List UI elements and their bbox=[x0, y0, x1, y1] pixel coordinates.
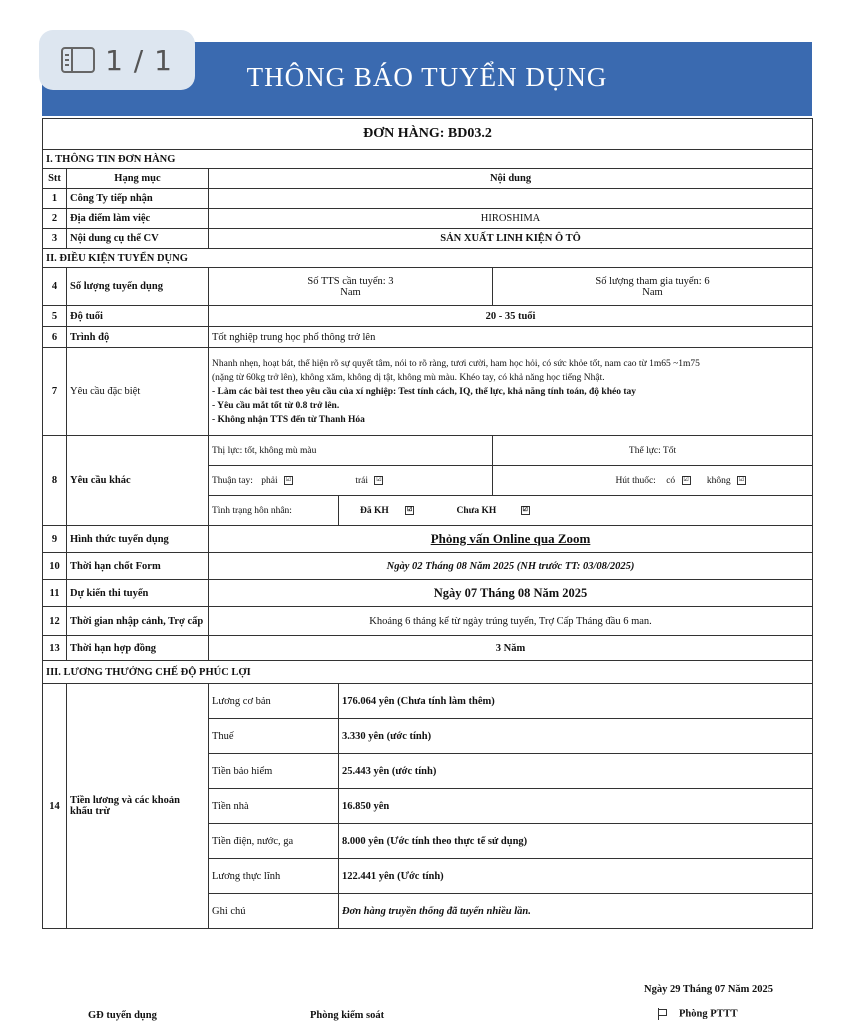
table-row bbox=[43, 684, 813, 719]
salary-item-value: 16.850 yên bbox=[339, 789, 813, 824]
smoke-no-label: không bbox=[706, 475, 731, 486]
physical-requirement: Thể lực: Tốt bbox=[493, 436, 813, 466]
hand-right-label: phải bbox=[261, 475, 278, 486]
row-label: Thời hạn hợp đồng bbox=[67, 636, 209, 661]
table-row bbox=[43, 268, 813, 306]
row-stt: 8 bbox=[43, 436, 67, 526]
hand-left-checkbox: ☑ bbox=[376, 476, 382, 483]
hand-left-label: trái bbox=[355, 475, 369, 486]
single-label: Chưa KH bbox=[456, 505, 497, 516]
requirement-line: Nhanh nhẹn, hoạt bát, thể hiện rõ sự quyết tâm, nói to rõ ràng, tươi cười, ham học hỏi, có sức khỏe tốt, nam cao từ 1m65 ~1m75 bbox=[212, 358, 700, 369]
row-stt: 13 bbox=[43, 636, 67, 661]
row-label: Địa điểm làm việc bbox=[67, 209, 209, 229]
row-value bbox=[209, 189, 813, 209]
participant-count bbox=[493, 268, 813, 306]
single-checkbox: ☑ bbox=[522, 506, 528, 513]
row-label: Dự kiến thi tuyển bbox=[67, 580, 209, 607]
row-label: Độ tuổi bbox=[67, 306, 209, 327]
row-stt: 6 bbox=[43, 327, 67, 348]
table-row bbox=[43, 229, 813, 249]
smoke-yes-label: có bbox=[666, 475, 676, 486]
row-stt: 5 bbox=[43, 306, 67, 327]
requirement-line: - Làm các bài test theo yêu cầu của xí nghiệp: Test tính cách, IQ, thể lực, khả năng tính toán, độ khéo tay bbox=[212, 386, 637, 397]
row-stt: 3 bbox=[43, 229, 67, 249]
row-label: Thời hạn chốt Form bbox=[67, 553, 209, 580]
row-stt: 12 bbox=[43, 607, 67, 636]
handedness-label: Thuận tay: bbox=[212, 475, 253, 486]
signature-control-department: Phòng kiểm soát bbox=[310, 1010, 385, 1021]
special-requirements bbox=[209, 348, 813, 436]
page-indicator-text: 1 / 1 bbox=[105, 43, 173, 77]
exam-date: Ngày 07 Tháng 08 Năm 2025 bbox=[209, 580, 813, 607]
table-row bbox=[43, 348, 813, 436]
salary-item-name: Tiền điện, nước, ga bbox=[209, 824, 339, 859]
document-title: THÔNG BÁO TUYỂN DỤNG bbox=[246, 62, 608, 92]
row-value: 20 - 35 tuổi bbox=[209, 306, 813, 327]
interview-method: Phỏng vấn Online qua Zoom bbox=[209, 526, 813, 553]
table-row bbox=[43, 209, 813, 229]
document-page bbox=[42, 42, 812, 1024]
table-row bbox=[43, 436, 813, 466]
section-title-order-info: I. THÔNG TIN ĐƠN HÀNG bbox=[43, 150, 813, 169]
row-label: Nội dung cụ thể CV bbox=[67, 229, 209, 249]
table-row bbox=[43, 526, 813, 553]
signature-recruitment-director: GĐ tuyển dụng bbox=[88, 1010, 157, 1021]
row-stt: 7 bbox=[43, 348, 67, 436]
row-label: Thời gian nhập cảnh, Trợ cấp bbox=[67, 607, 209, 636]
married-checkbox: ☑ bbox=[406, 506, 413, 513]
marital-options bbox=[339, 496, 813, 526]
entry-time-allowance: Khoảng 6 tháng kể từ ngày trúng tuyển, Trợ Cấp Tháng đầu 6 man. bbox=[209, 607, 813, 636]
required-gender: Nam bbox=[340, 286, 361, 298]
married-label: Đã KH bbox=[360, 505, 389, 516]
row-label: Hình thức tuyển dụng bbox=[67, 526, 209, 553]
row-label: Trình độ bbox=[67, 327, 209, 348]
form-deadline: Ngày 02 Tháng 08 Năm 2025 (NH trước TT: 03/08/2025) bbox=[209, 553, 813, 580]
salary-item-value: 122.441 yên (Ước tính) bbox=[339, 859, 813, 894]
table-row bbox=[43, 607, 813, 636]
row-label: Công Ty tiếp nhận bbox=[67, 189, 209, 209]
salary-item-name: Ghi chú bbox=[209, 894, 339, 929]
salary-item-value: 3.330 yên (ước tính) bbox=[339, 719, 813, 754]
table-row bbox=[43, 580, 813, 607]
recruitment-form-table bbox=[42, 118, 813, 929]
row-stt: 9 bbox=[43, 526, 67, 553]
development-department-label: Phòng PTTT bbox=[679, 1008, 738, 1020]
requirement-line: - Yêu cầu mắt tốt từ 0.8 trở lên. bbox=[212, 400, 340, 411]
page-view-icon bbox=[61, 47, 95, 73]
row-stt: 14 bbox=[43, 684, 67, 929]
participant-gender: Nam bbox=[642, 286, 663, 298]
row-stt: 2 bbox=[43, 209, 67, 229]
row-stt: 11 bbox=[43, 580, 67, 607]
section-title-salary: III. LƯƠNG THƯỞNG CHẾ ĐỘ PHÚC LỢI bbox=[43, 661, 813, 684]
table-row bbox=[43, 636, 813, 661]
required-count-text: Số TTS cần tuyển: 3 bbox=[307, 275, 394, 287]
row-stt: 1 bbox=[43, 189, 67, 209]
hand-right-checkbox: ☑ bbox=[285, 476, 292, 483]
row-label: Yêu cầu khác bbox=[67, 436, 209, 526]
marital-label: Tình trạng hôn nhân: bbox=[209, 496, 339, 526]
eyesight-requirement: Thị lực: tốt, không mù màu bbox=[209, 436, 493, 466]
row-value: HIROSHIMA bbox=[209, 209, 813, 229]
header-item: Hạng mục bbox=[67, 169, 209, 189]
table-row bbox=[43, 553, 813, 580]
salary-item-name: Tiền bảo hiểm bbox=[209, 754, 339, 789]
salary-item-name: Thuế bbox=[209, 719, 339, 754]
salary-item-value: 8.000 yên (Ước tính theo thực tế sử dụng) bbox=[339, 824, 813, 859]
row-stt: 4 bbox=[43, 268, 67, 306]
smoke-yes-checkbox: ☑ bbox=[683, 476, 689, 483]
signing-date: Ngày 29 Tháng 07 Năm 2025 bbox=[644, 984, 774, 995]
header-stt: Stt bbox=[43, 169, 67, 189]
row-value: Tốt nghiệp trung học phổ thông trở lên bbox=[209, 327, 813, 348]
requirement-line: (nặng từ 60kg trở lên), không xăm, không dị tật, không mù màu. Khéo tay, có khả năng học tiếng Nhật. bbox=[212, 372, 605, 383]
salary-item-name: Tiền nhà bbox=[209, 789, 339, 824]
header-content: Nội dung bbox=[209, 169, 813, 189]
salary-item-value: Đơn hàng truyền thống đã tuyển nhiều lần. bbox=[339, 894, 813, 929]
salary-item-name: Lương thực lĩnh bbox=[209, 859, 339, 894]
required-count bbox=[209, 268, 493, 306]
row-stt: 10 bbox=[43, 553, 67, 580]
section-title-conditions: II. ĐIỀU KIỆN TUYỂN DỤNG bbox=[43, 249, 813, 268]
row-value: SẢN XUẤT LINH KIỆN Ô TÔ bbox=[209, 229, 813, 249]
signature-development-department bbox=[658, 1008, 738, 1020]
participant-count-text: Số lượng tham gia tuyển: 6 bbox=[595, 275, 710, 287]
smoking-label: Hút thuốc: bbox=[615, 475, 656, 486]
salary-item-value: 25.443 yên (ước tính) bbox=[339, 754, 813, 789]
row-label: Số lượng tuyển dụng bbox=[67, 268, 209, 306]
salary-item-name: Lương cơ bản bbox=[209, 684, 339, 719]
contract-term: 3 Năm bbox=[209, 636, 813, 661]
flag-icon bbox=[658, 1008, 669, 1020]
smoke-no-checkbox: ☑ bbox=[738, 476, 745, 483]
table-row bbox=[43, 189, 813, 209]
row-label: Tiền lương và các khoản khấu trừ bbox=[67, 684, 209, 929]
requirement-line: - Không nhận TTS đến từ Thanh Hóa bbox=[212, 414, 365, 425]
page-indicator-badge[interactable] bbox=[39, 30, 195, 90]
table-row bbox=[43, 306, 813, 327]
order-code: ĐƠN HÀNG: BD03.2 bbox=[43, 119, 813, 150]
salary-item-value: 176.064 yên (Chưa tính làm thêm) bbox=[339, 684, 813, 719]
handedness-requirement bbox=[209, 466, 493, 496]
smoking-requirement bbox=[493, 466, 813, 496]
row-label: Yêu cầu đặc biệt bbox=[67, 348, 209, 436]
table-row bbox=[43, 327, 813, 348]
